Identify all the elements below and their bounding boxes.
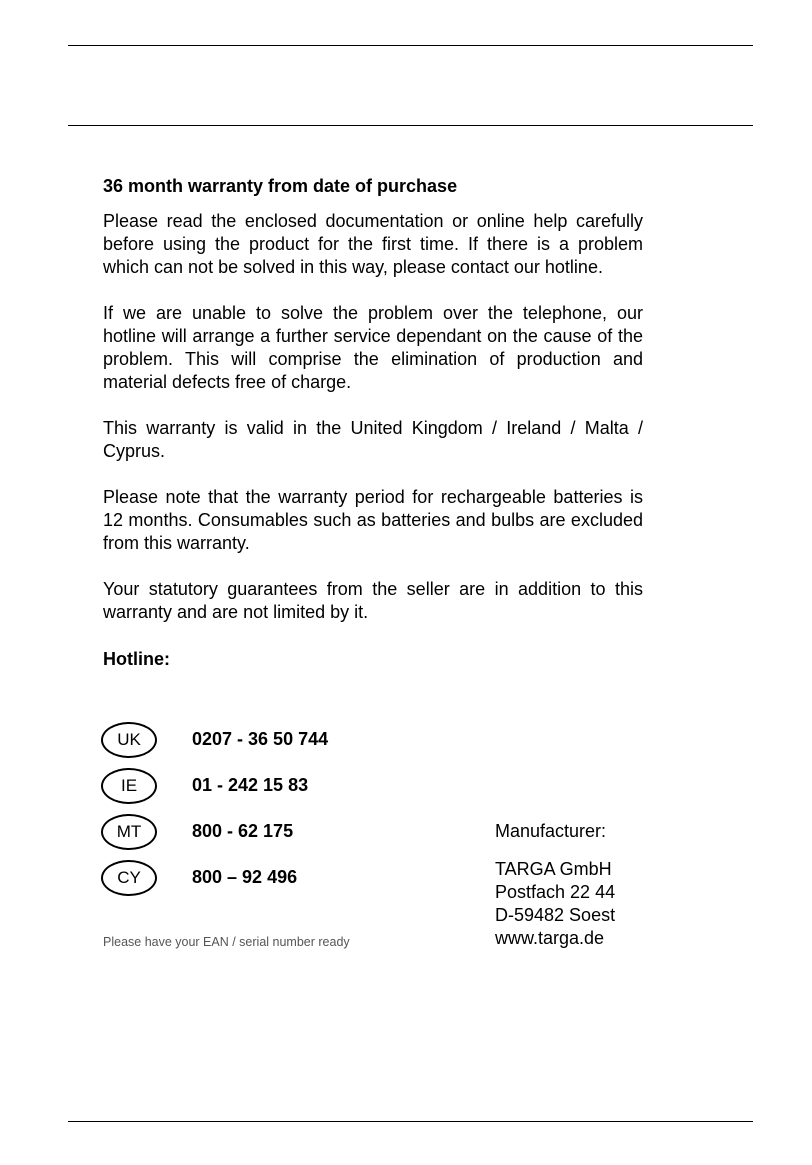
warranty-content <box>103 174 643 671</box>
country-badge-uk: UK <box>101 722 157 758</box>
hotline-entry-ie <box>101 768 421 804</box>
manufacturer-address-line1: Postfach 22 44 <box>495 882 616 902</box>
hotline-heading: Hotline: <box>103 649 170 669</box>
phone-number-mt: 800 - 62 175 <box>192 821 294 841</box>
paragraph-service: If we are unable to solve the problem over the telephone, our hotline will arrange a further service dependant on the cause of the problem. This will comprise the elimination of production and material defects free of charge. <box>103 303 643 392</box>
hotline-entry-uk <box>101 722 421 758</box>
manufacturer-name: TARGA GmbH <box>495 859 612 879</box>
country-badge-cy: CY <box>101 860 157 896</box>
paragraph-validity: This warranty is valid in the United Kingdom / Ireland / Malta / Cyprus. <box>103 418 643 461</box>
phone-number-uk: 0207 - 36 50 744 <box>192 729 329 749</box>
country-badge-ie: IE <box>101 768 157 804</box>
phone-number-ie: 01 - 242 15 83 <box>192 775 309 795</box>
header-rule-bottom <box>68 125 753 126</box>
hotline-entry-cy <box>101 860 421 896</box>
manufacturer-website[interactable]: www.targa.de <box>495 928 605 948</box>
paragraph-statutory: Your statutory guarantees from the seller are in addition to this warranty and are not limited by it. <box>103 579 643 622</box>
paragraph-batteries: Please note that the warranty period for rechargeable batteries is 12 months. Consumables such as batteries and bulbs are excluded from this warranty. <box>103 487 643 553</box>
manufacturer-label: Manufacturer: <box>495 821 607 841</box>
warranty-title: 36 month warranty from date of purchase <box>103 176 458 196</box>
country-badge-mt: MT <box>101 814 157 850</box>
footer-rule <box>68 1121 753 1122</box>
serial-number-note: Please have your EAN / serial number ready <box>103 935 350 949</box>
manufacturer-block <box>495 820 615 950</box>
paragraph-documentation: Please read the enclosed documentation or online help carefully before using the product for the first time. If there is a problem which can not be solved in this way, please contact our hotline. <box>103 211 643 277</box>
hotline-entry-mt <box>101 814 421 850</box>
phone-number-cy: 800 – 92 496 <box>192 867 298 887</box>
header-rule-top <box>68 45 753 46</box>
manufacturer-address-line2: D-59482 Soest <box>495 905 616 925</box>
